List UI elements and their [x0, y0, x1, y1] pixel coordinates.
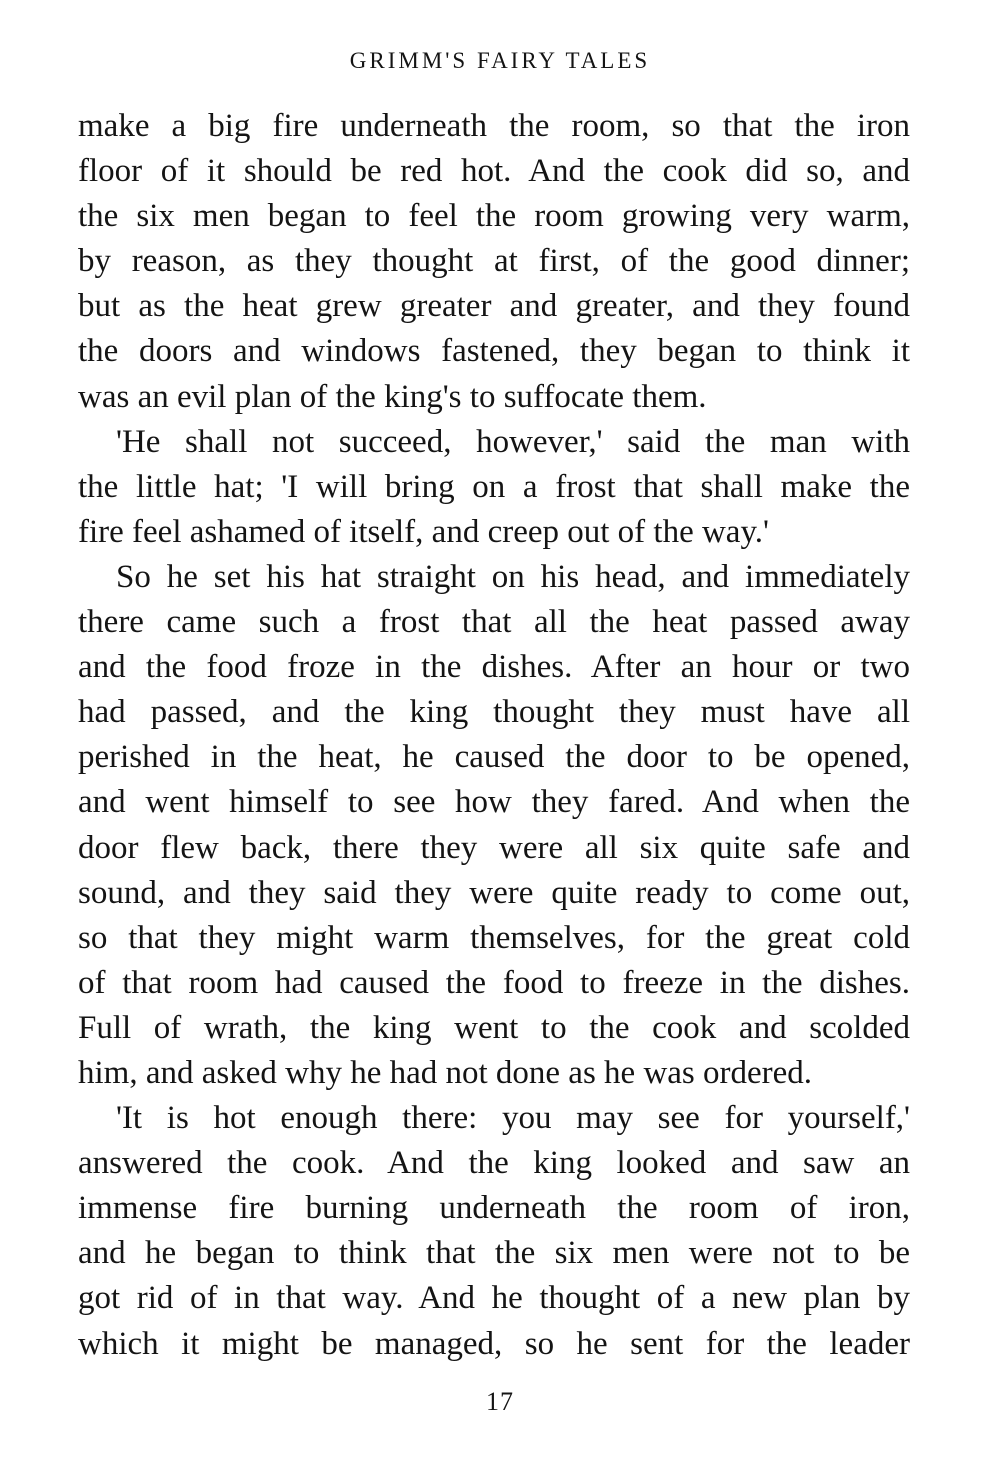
text-line: So he set his hat straight on his head, and immediately [116, 558, 910, 595]
text-line: him, and asked why he had not done as he was ordered. [78, 1054, 813, 1091]
text-line: Full of wrath, the king went to the cook and scolded [78, 1009, 910, 1046]
text-line: was an evil plan of the king's to suffocate them. [78, 378, 707, 415]
text-line: 'It is hot enough there: you may see for yourself,' [116, 1100, 910, 1137]
text-line: got rid of in that way. And he thought of a new plan by [78, 1280, 910, 1317]
text-line: there came such a frost that all the heat passed away [78, 604, 910, 641]
running-head: GRIMM'S FAIRY TALES [349, 48, 651, 73]
text-line: 'He shall not succeed, however,' said the man with [116, 423, 910, 460]
text-line: and the food froze in the dishes. After an hour or two [78, 649, 910, 686]
text-line: immense fire burning underneath the room of iron, [78, 1190, 910, 1227]
text-line: fire feel ashamed of itself, and creep out of the way.' [78, 513, 770, 550]
page-number: 17 [486, 1387, 514, 1416]
text-line: but as the heat grew greater and greater, and they found [78, 288, 910, 325]
text-line: of that room had caused the food to freeze in the dishes. [78, 964, 910, 1001]
text-line: the little hat; 'I will bring on a frost that shall make the [78, 468, 910, 505]
text-line: perished in the heat, he caused the door to be opened, [78, 739, 910, 776]
text-line: the doors and windows fastened, they began to think it [78, 333, 910, 370]
text-line: floor of it should be red hot. And the cook did so, and [78, 153, 910, 190]
text-line: door flew back, there they were all six quite safe and [78, 829, 910, 866]
text-line: answered the cook. And the king looked and saw an [78, 1145, 910, 1182]
text-line: and went himself to see how they fared. And when the [78, 784, 910, 821]
text-line: and he began to think that the six men were not to be [78, 1235, 910, 1272]
text-line: which it might be managed, so he sent for the leader [78, 1325, 910, 1362]
text-line: make a big fire underneath the room, so that the iron [78, 108, 910, 144]
text-line: sound, and they said they were quite ready to come out, [78, 874, 910, 911]
body-text [78, 104, 910, 1367]
text-line: the six men began to feel the room growing very warm, [78, 198, 910, 235]
text-line: by reason, as they thought at first, of the good dinner; [78, 243, 910, 280]
text-line: so that they might warm themselves, for the great cold [78, 919, 910, 956]
text-line: had passed, and the king thought they must have all [78, 694, 910, 731]
